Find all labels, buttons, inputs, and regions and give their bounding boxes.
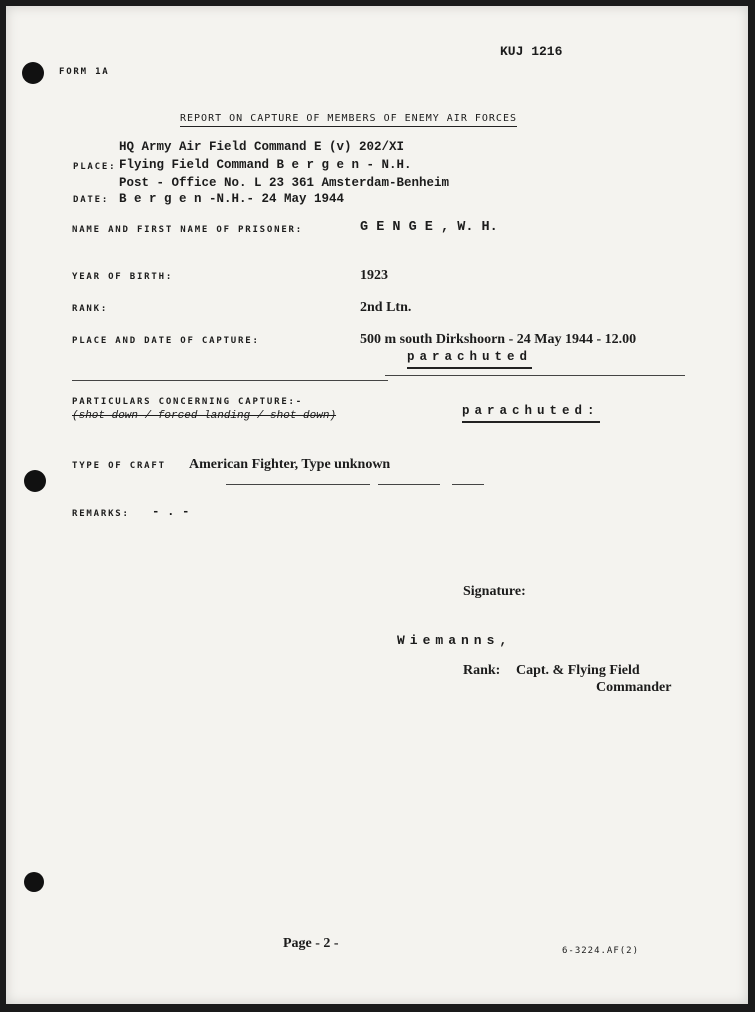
place-line: Flying Field Command B e r g e n - N.H. [119,158,412,172]
place-label: PLACE: [73,162,117,172]
post-office-line: Post - Office No. L 23 361 Amsterdam-Benheim [119,176,450,190]
punch-hole [24,470,46,492]
craft-value: American Fighter, Type unknown [189,457,391,472]
signature-rank-value-2: Commander [596,680,672,695]
document-page [6,6,748,1004]
capture-note: parachuted [407,350,532,369]
page-number: Page - 2 - [283,936,339,951]
capture-label: PLACE AND DATE OF CAPTURE: [72,336,260,346]
date-label: DATE: [73,195,110,205]
document-code: 6-3224.AF(2) [562,946,640,956]
birth-year-value: 1923 [360,268,388,283]
rank-label: RANK: [72,304,109,314]
divider-line [385,375,685,376]
underline-segment [452,484,484,485]
rank-value: 2nd Ltn. [360,300,412,315]
underline-segment [378,484,440,485]
particulars-struck-text: (shot down / forced landing / shot down) [72,410,337,422]
divider-line [72,380,388,381]
underline-segment [226,484,370,485]
prisoner-name-label: NAME AND FIRST NAME OF PRISONER: [72,225,303,235]
punch-hole [24,872,44,892]
birth-year-label: YEAR OF BIRTH: [72,272,174,282]
capture-value: 500 m south Dirkshoorn - 24 May 1944 - 12.00 [360,332,637,347]
craft-label: TYPE OF CRAFT [72,461,166,471]
particulars-label: PARTICULARS CONCERNING CAPTURE:- [72,397,303,407]
date-value: B e r g e n -N.H.- 24 May 1944 [119,192,345,206]
punch-hole [22,62,44,84]
reference-number: KUJ 1216 [500,44,563,59]
prisoner-name-value: G E N G E , W. H. [360,220,498,235]
signature-rank-label: Rank: [463,663,501,678]
signature-name: Wiemanns, [397,633,513,648]
remarks-label: REMARKS: [72,509,130,519]
hq-line: HQ Army Air Field Command E (v) 202/XI [119,140,405,154]
particulars-value: parachuted: [462,404,600,423]
remarks-value: - . - [152,505,190,519]
signature-rank-value: Capt. & Flying Field [516,663,640,678]
report-title: REPORT ON CAPTURE OF MEMBERS OF ENEMY AIR FORCES [180,113,517,127]
form-number: FORM 1A [59,67,110,77]
signature-label: Signature: [463,584,526,599]
